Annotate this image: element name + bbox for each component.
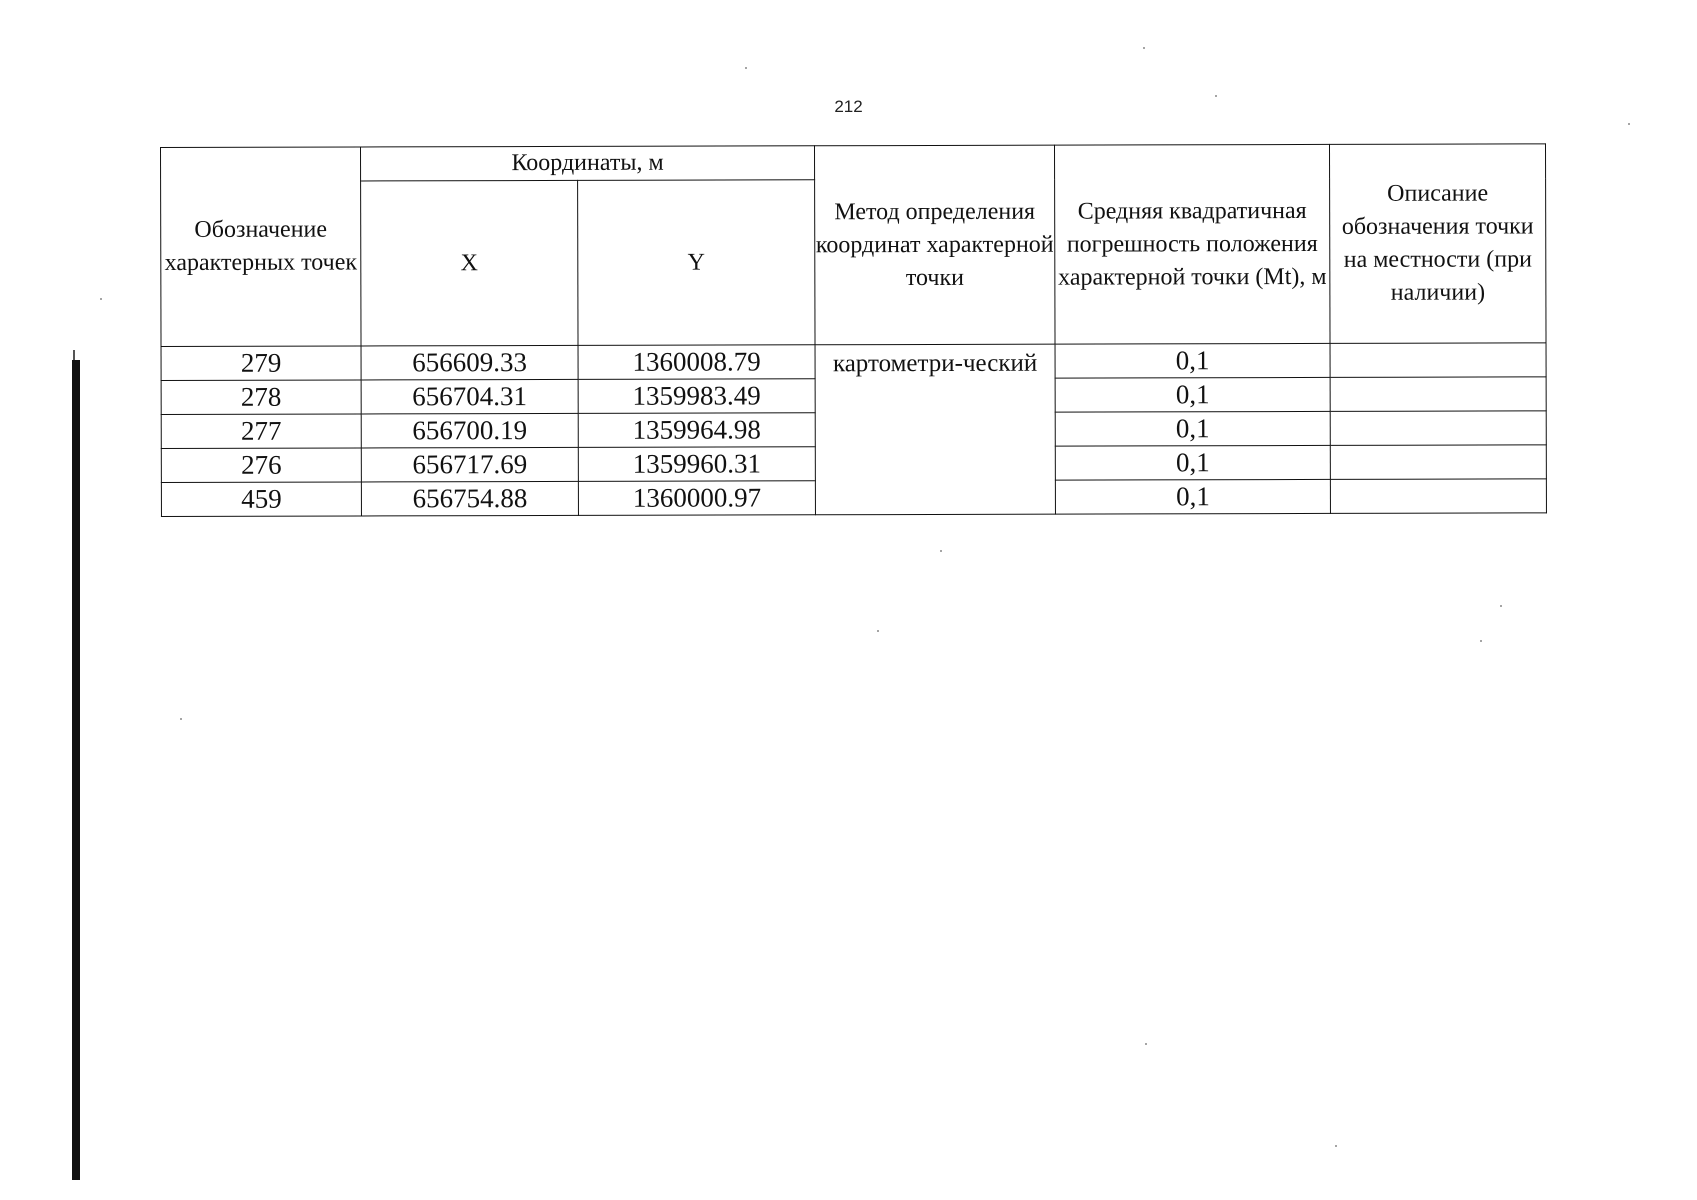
cell-x: 656717.69 [361, 447, 578, 482]
cell-description [1330, 411, 1546, 446]
table-row [161, 343, 1546, 381]
header-method: Метод определения координат характерной точки [815, 145, 1056, 345]
coordinates-table-container [160, 143, 1546, 517]
scan-speck [745, 67, 747, 69]
header-y: Y [578, 180, 815, 346]
scan-speck [1628, 123, 1630, 125]
scan-speck [940, 550, 942, 552]
cell-y: 1359960.31 [578, 447, 815, 482]
scan-speck [1500, 605, 1502, 607]
cell-mt: 0,1 [1055, 479, 1330, 514]
cell-x: 656754.88 [361, 481, 578, 516]
scan-speck [1143, 47, 1145, 49]
scan-speck [877, 630, 879, 632]
cell-point: 279 [161, 346, 361, 381]
cell-y: 1360000.97 [578, 481, 815, 516]
scan-edge-bar [72, 360, 80, 1180]
cell-y: 1359983.49 [578, 379, 815, 414]
cell-point: 459 [161, 482, 361, 517]
header-coordinates: Координаты, м [361, 146, 815, 181]
scan-speck [180, 718, 182, 720]
header-description: Описание обозначения точки на местности (при наличии) [1330, 144, 1547, 344]
cell-mt: 0,1 [1055, 445, 1330, 480]
coordinates-table [160, 143, 1547, 517]
cell-method: картометри-ческий [815, 344, 1055, 515]
cell-x: 656700.19 [361, 413, 578, 448]
cell-y: 1360008.79 [578, 345, 815, 380]
scan-speck [100, 298, 102, 300]
header-x: X [361, 180, 578, 346]
page-number: 212 [834, 97, 863, 116]
cell-description [1330, 479, 1546, 514]
cell-point: 277 [161, 414, 361, 449]
scan-speck [1480, 640, 1482, 642]
cell-mt: 0,1 [1055, 343, 1330, 378]
cell-x: 656609.33 [361, 345, 578, 380]
header-rms-error: Средняя квадратичная погрешность положения характерной точки (Mt), м [1055, 144, 1331, 344]
cell-description [1330, 377, 1546, 412]
scan-speck [1335, 1145, 1337, 1147]
cell-x: 656704.31 [361, 379, 578, 414]
cell-point: 278 [161, 380, 361, 415]
cell-description [1330, 343, 1546, 378]
header-point-designation: Обозначение характерных точек [161, 147, 362, 347]
cell-mt: 0,1 [1055, 411, 1330, 446]
scan-speck [1215, 95, 1217, 97]
cell-y: 1359964.98 [578, 413, 815, 448]
cell-description [1330, 445, 1546, 480]
cell-mt: 0,1 [1055, 377, 1330, 412]
scan-speck [1145, 1043, 1147, 1045]
cell-point: 276 [161, 448, 361, 483]
